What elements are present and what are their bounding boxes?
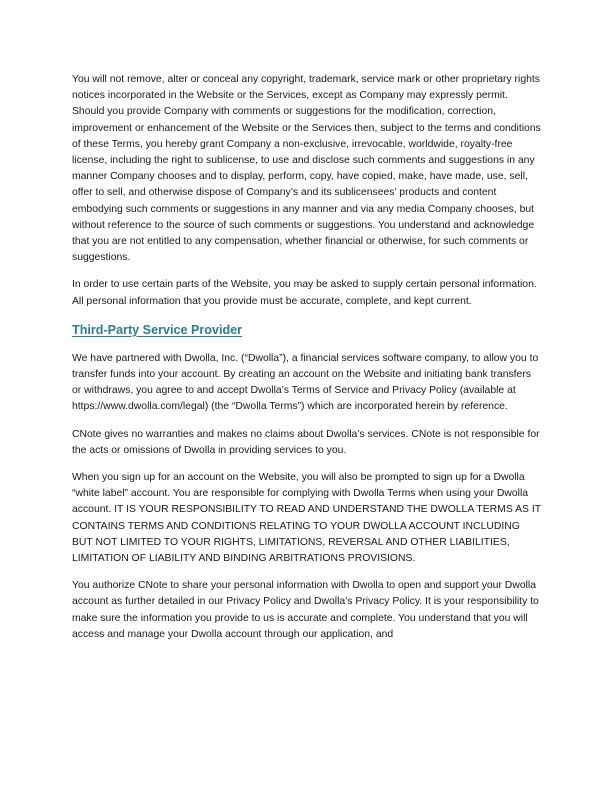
paragraph-share-information: You authorize CNote to share your personal information with Dwolla to open and support your Dwolla account as further detailed in our Privacy Policy and Dwolla’s Privacy Policy. It is your responsibility to make sure the information you provide to us is accurate and complete. You understand that you will access and manage your Dwolla account through our application, and — [72, 580, 539, 640]
paragraph-white-label-account: When you sign up for an account on the Website, you will also be prompted to sign up for a Dwolla “white label” account. You are responsible for complying with Dwolla Terms when using your Dwolla account. IT IS YOUR RESPONSIBILITY TO READ AND UNDERSTAND THE DWOLLA TERMS AS IT CONTAINS TERMS AND CONDITIONS RELATING TO YOUR DWOLLA ACCOUNT INCLUDING BUT NOT LIMITED TO YOUR RIGHTS, LIMITATIONS, REVERSAL AND OTHER LIABILITIES, LIMITATION OF LIABILITY AND BINDING ARBITRATIONS PROVISIONS. — [72, 472, 541, 565]
paragraph-feedback-license: You will not remove, alter or conceal any copyright, trademark, service mark or other proprietary rights notices incorporated in the Website or the Services, except as Company may expressly permit. Should you provide Company with comments or suggestions for the modification, correction, improvement or enhancement of the Website or the Services then, subject to the terms and conditions of these Terms, you hereby grant Company a non-exclusive, irrevocable, worldwide, royalty-free license, including the right to sublicense, to use and disclose such comments and suggestions in any manner Company chooses and to display, perform, copy, have copied, make, have made, use, sell, offer to sell, and otherwise dispose of Company’s and its sublicensees’ products and content embodying such comments or suggestions in any manner and via any media Company chooses, but without reference to the source of such comments or suggestions. You understand and acknowledge that you are not entitled to any compensation, whether financial or otherwise, for such comments or suggestions. — [72, 74, 541, 264]
section-heading-third-party-service-provider: Third-Party Service Provider — [72, 322, 243, 337]
paragraph-dwolla-partnership: We have partnered with Dwolla, Inc. (“Dwolla”), a financial services software company, to allow you to transfer funds into your account. By creating an account on the Website and initiating bank transfers or withdraws, you agree to and accept Dwolla’s Terms of Service and Privacy Policy (available at https://www.dwolla.com/legal) (the “Dwolla Terms”) which are incorporated herein by reference. — [72, 352, 539, 413]
paragraph-no-warranties: CNote gives no warranties and makes no claims about Dwolla’s services. CNote is not responsible for the acts or omissions of Dwolla in providing services to you. — [72, 428, 540, 456]
document-page — [72, 72, 542, 654]
paragraph-personal-information: In order to use certain parts of the Website, you may be asked to supply certain personal information. All personal information that you provide must be accurate, complete, and kept current. — [72, 279, 537, 307]
